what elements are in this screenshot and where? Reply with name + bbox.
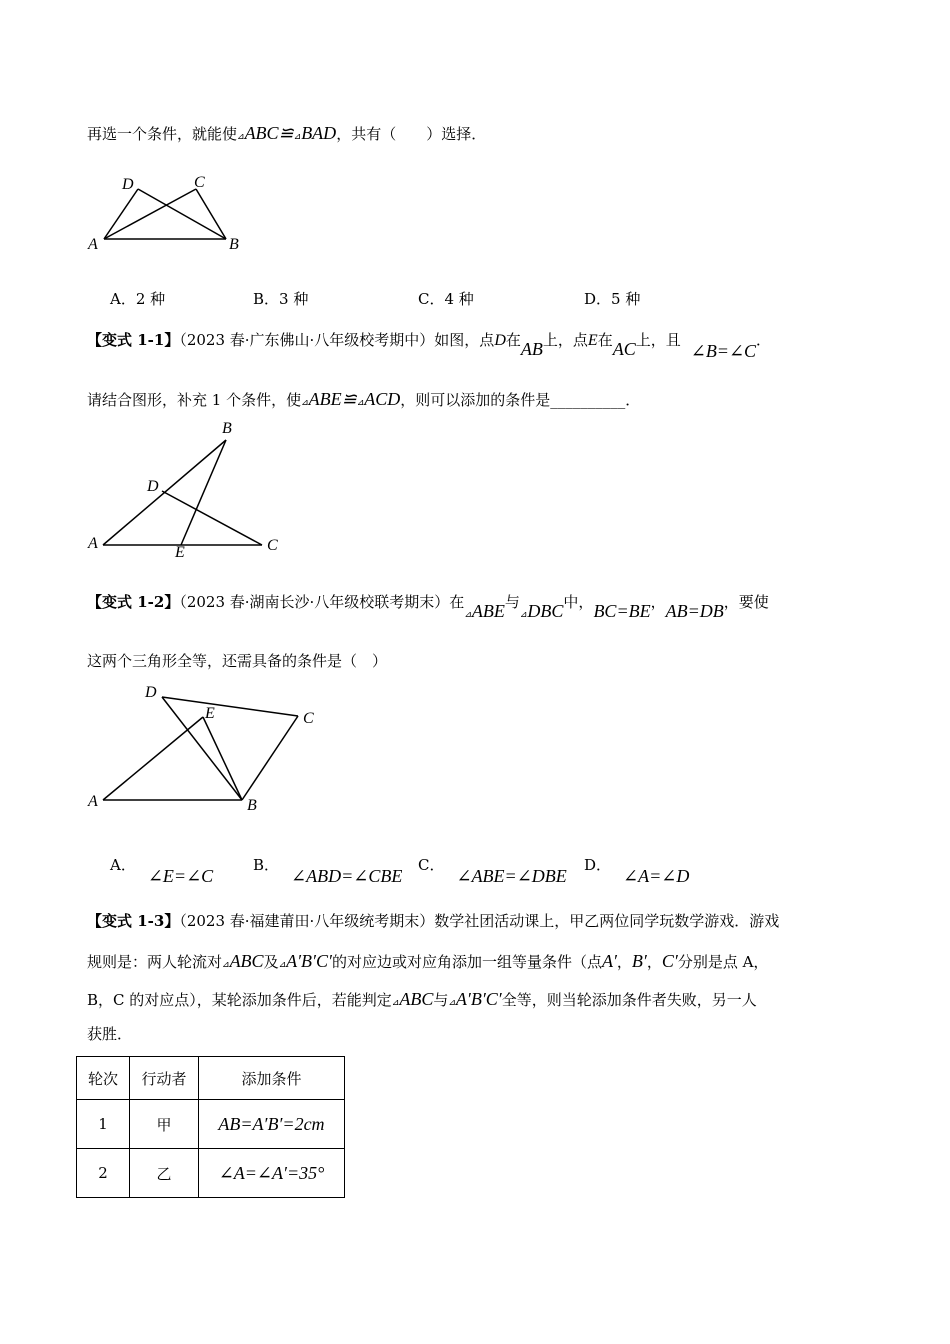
v11-line1: 【变式 1-1】（2023 春·广东佛山·八年级校考期中）如图，点D在AB上，点E在AC上，且∠B=∠C． — [87, 331, 772, 361]
segment-DC — [162, 491, 262, 545]
table-header-row — [77, 1057, 345, 1100]
v12-option-c[interactable]: C．∠ABE=∠DBE — [418, 856, 567, 886]
v12-option-b[interactable]: B．∠ABD=∠CBE — [253, 856, 403, 886]
cell-condition: ∠A=∠A′=35° — [199, 1149, 345, 1198]
v13-tag: 【变式 1-3】 — [87, 912, 180, 930]
label-C: C — [194, 174, 205, 191]
label-D: D — [147, 478, 159, 495]
segment-DB — [162, 697, 242, 800]
label-B: B — [229, 236, 239, 253]
option-c[interactable]: C．4 种 — [418, 290, 474, 308]
v12-line2: 这两个三角形全等，还需具备的条件是（ ） — [87, 652, 388, 670]
v12-tag: 【变式 1-2】 — [87, 593, 180, 611]
table-row — [77, 1100, 345, 1149]
cell-actor: 甲 — [130, 1100, 199, 1149]
rounds-table — [76, 1056, 345, 1198]
triangle-icon: ⊿ — [464, 609, 472, 619]
option-b[interactable]: B．3 种 — [253, 290, 309, 308]
segment-BE — [181, 440, 226, 545]
header-actor: 行动者 — [130, 1057, 199, 1100]
cell-round: 2 — [77, 1149, 130, 1198]
label-A: A — [88, 793, 98, 810]
segment-AD — [104, 189, 138, 239]
cell-condition: AB=A′B′=2cm — [199, 1100, 345, 1149]
v11-tag: 【变式 1-1】 — [87, 331, 180, 349]
option-d[interactable]: D．5 种 — [584, 290, 641, 308]
label-D: D — [122, 176, 134, 193]
label-A: A — [88, 535, 98, 552]
triangle-icon: ⊿ — [278, 959, 287, 969]
label-D: D — [145, 684, 157, 701]
triangle-icon: ⊿ — [448, 997, 456, 1007]
v13-line1: 【变式 1-3】（2023 春·福建莆田·八年级统考期末）数学社团活动课上，甲乙两位同学玩数学游戏．游戏 — [87, 912, 780, 930]
triangle-icon: ⊿ — [391, 997, 400, 1007]
header-condition: 添加条件 — [199, 1057, 345, 1100]
q0-text1: 再选一个条件，就能使 — [87, 125, 238, 143]
triangle-icon: ⊿ — [222, 959, 230, 969]
label-B: B — [222, 420, 232, 437]
option-a[interactable]: A．2 种 — [110, 290, 166, 308]
v13-line2: 规则是：两人轮流对⊿ABC及⊿A′B′C′的对应边或对应角添加一组等量条件（点A′，B′，C′分别是点 A， — [87, 951, 769, 971]
segment-CB — [242, 716, 298, 800]
q0-line1 — [87, 124, 486, 142]
label-C: C — [303, 710, 314, 727]
triangle-icon: ⊿ — [356, 397, 365, 407]
cell-round: 1 — [77, 1100, 130, 1149]
triangle-icon: ⊿ — [237, 131, 245, 141]
header-round: 轮次 — [77, 1057, 130, 1100]
triangle-icon: ⊿ — [519, 609, 528, 619]
v13-line3: B，C 的对应点），某轮添加条件后，若能判定⊿ABC与⊿A′B′C′全等，则当轮添加条件者失败，另一人 — [87, 989, 757, 1009]
v11-condition: ∠B=∠C — [690, 341, 757, 361]
v11-congruence: ⊿ABE≌⊿ACD — [301, 389, 401, 409]
label-A: A — [88, 236, 98, 253]
label-E: E — [205, 705, 215, 722]
q0-relation: ⊿ABC≌⊿BAD — [237, 123, 337, 143]
segment-DC — [162, 697, 298, 716]
triangle-icon: ⊿ — [293, 131, 302, 141]
v12-option-d[interactable]: D．∠A=∠D — [584, 856, 690, 886]
v12-option-a[interactable]: A．∠E=∠C — [110, 856, 214, 886]
v12-line1: 【变式 1-2】（2023 春·湖南长沙·八年级校联考期末）在⊿ABE与⊿DBC中，BC=BE，AB=DB，要使 — [87, 593, 769, 621]
label-E: E — [175, 544, 185, 561]
q0-text2: ，共有（ ）选择． — [336, 125, 487, 143]
segment-CB — [196, 189, 226, 239]
table-row — [77, 1149, 345, 1198]
triangle-icon: ⊿ — [301, 397, 309, 407]
label-C: C — [267, 537, 278, 554]
v12-figure — [86, 680, 326, 820]
v13-line4: 获胜． — [87, 1025, 133, 1043]
v11-line2: 请结合图形，补充 1 个条件，使⊿ABE≌⊿ACD，则可以添加的条件是__________． — [87, 389, 641, 409]
cell-actor: 乙 — [130, 1149, 199, 1198]
label-B: B — [247, 797, 257, 814]
v11-source: （2023 春·广东佛山·八年级校考期中）如图，点 — [179, 331, 495, 349]
v11-figure — [86, 415, 296, 565]
